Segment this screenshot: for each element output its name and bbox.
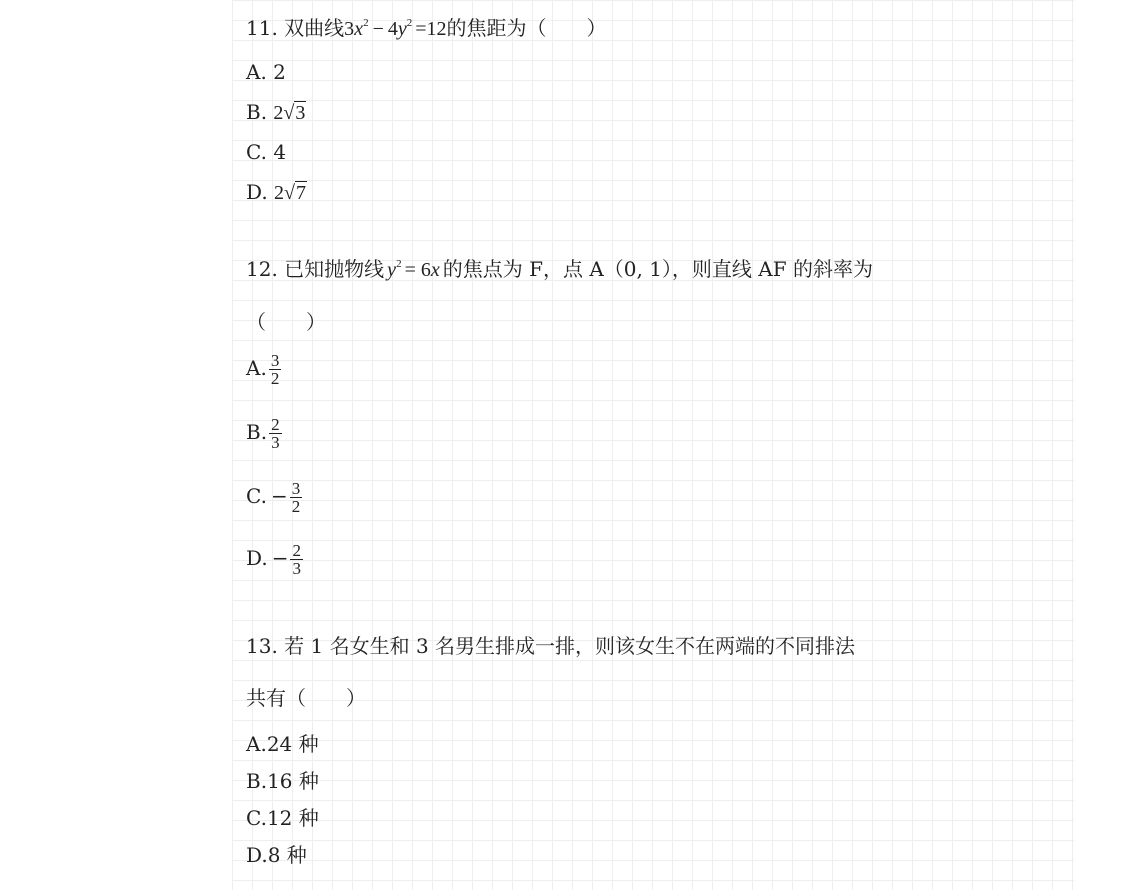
option-label: D. (246, 180, 268, 204)
question-text: 的焦距为（ ） (446, 16, 607, 40)
option-value: 24 种 (266, 732, 319, 756)
hyperbola-equation: $3x^2 - 4y^2 =12$ (344, 17, 447, 40)
sqrt-expression: 2√3 (273, 102, 306, 124)
question-text: 共有（ ） (246, 686, 366, 710)
option-label: B. (246, 420, 268, 444)
option-value: 4 (273, 140, 287, 164)
option-d[interactable] (246, 542, 303, 577)
question-12-stem (246, 257, 873, 282)
option-b[interactable] (246, 769, 319, 793)
worksheet (232, 0, 1074, 890)
fraction: $\frac{3}{2}$ (270, 351, 280, 388)
fraction: $\frac{3}{2}$ (291, 479, 301, 516)
question-13-stem-continued (246, 686, 366, 710)
option-label: B. (246, 769, 268, 793)
option-sign: − (270, 484, 288, 508)
option-label: D. (246, 843, 268, 867)
option-label: A. (246, 60, 267, 84)
fraction: $\frac{2}{3}$ (271, 415, 280, 452)
question-13-stem (246, 634, 855, 658)
option-label: A. (246, 732, 267, 756)
question-text: 已知抛物线 (284, 257, 385, 281)
option-a[interactable] (246, 60, 286, 84)
option-a[interactable] (246, 352, 281, 387)
option-label: A. (246, 356, 267, 380)
option-c[interactable] (246, 806, 319, 830)
answer-blank: （ ） (246, 310, 326, 334)
fraction: $\frac{2}{3}$ (292, 541, 301, 578)
option-c[interactable] (246, 140, 286, 164)
option-b[interactable] (246, 100, 306, 125)
question-number: 12. (246, 257, 278, 281)
question-text: 的焦点为 F，点 A（0, 1），则直线 AF 的斜率为 (442, 257, 873, 281)
option-label: D. (246, 546, 268, 570)
question-12-stem-continued (246, 310, 326, 334)
parabola-equation: $y^2 = 6x$ (387, 258, 440, 281)
option-label: C. (246, 806, 267, 830)
sqrt-expression: 2√7 (274, 182, 307, 204)
option-c[interactable] (246, 480, 302, 515)
option-value: 8 种 (267, 843, 307, 867)
option-d[interactable] (246, 843, 307, 867)
option-a[interactable] (246, 732, 319, 756)
option-d[interactable] (246, 180, 307, 205)
question-number: 11. (246, 16, 278, 40)
option-label: C. (246, 484, 267, 508)
option-value: 16 种 (267, 769, 319, 793)
question-number: 13. (246, 634, 278, 658)
option-b[interactable] (246, 416, 282, 451)
question-11-stem (246, 16, 607, 41)
option-sign: − (271, 546, 289, 570)
option-label: B. (246, 100, 268, 124)
option-label: C. (246, 140, 267, 164)
question-text: 双曲线 (284, 16, 345, 40)
question-text: 若 1 名女生和 3 名男生排成一排，则该女生不在两端的不同排法 (284, 634, 856, 658)
option-value: 2 (273, 60, 286, 84)
option-value: 12 种 (266, 806, 319, 830)
